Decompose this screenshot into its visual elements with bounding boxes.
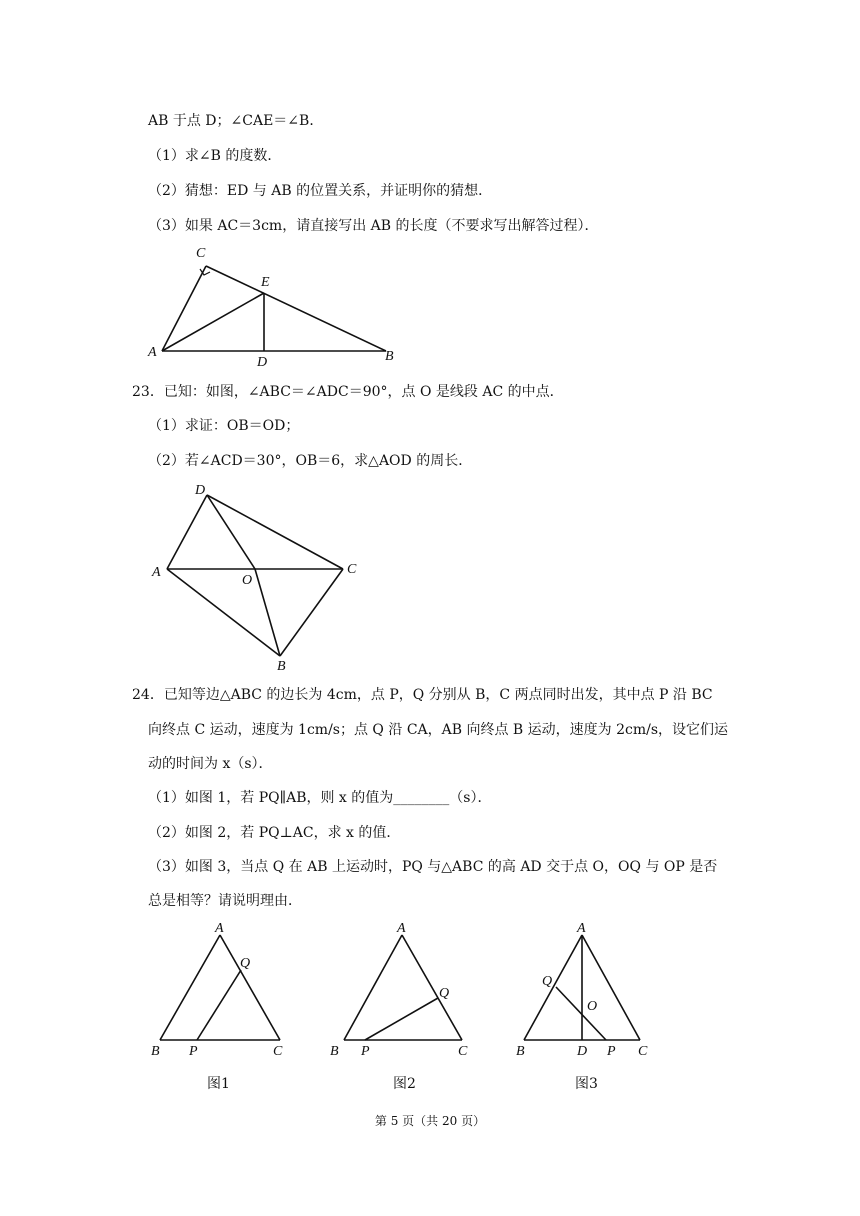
label-p: P (361, 1044, 370, 1059)
label-a: A (577, 921, 586, 936)
segment-cb (206, 266, 386, 351)
segment-pq (197, 970, 241, 1040)
segment-qp (556, 987, 606, 1040)
segment-ob (255, 569, 280, 656)
q24-part1: （1）如图 1，若 PQ∥AB，则 x 的值为________（s）． (148, 790, 492, 806)
label-b: B (330, 1044, 339, 1059)
label-b: B (151, 1044, 160, 1059)
q24-stem-line1: 24．已知等边△ABC 的边长为 4cm，点 P，Q 分别从 B，C 两点同时出发，其中点 P 沿 BC (132, 687, 713, 703)
q22-figure (140, 238, 410, 368)
q24-figure-3 (512, 915, 672, 1060)
q24-part3-line1: （3）如图 3，当点 Q 在 AB 上运动时，PQ 与△ABC 的高 AD 交于点 O，OQ 与 OP 是否 (148, 859, 718, 875)
q23-stem: 23．已知：如图，∠ABC＝∠ADC＝90°，点 O 是线段 AC 的中点． (132, 384, 564, 400)
label-a: A (397, 921, 406, 936)
label-c: C (273, 1044, 283, 1059)
q24-stem-line2: 向终点 C 运动，速度为 1cm/s；点 Q 沿 CA，AB 向终点 B 运动，速度为 2cm/s，设它们运 (148, 722, 729, 738)
segment-bc (280, 569, 343, 656)
label-c: C (638, 1044, 648, 1059)
q24-figure-1 (145, 915, 305, 1060)
label-c: C (347, 562, 357, 577)
label-a: A (215, 921, 224, 936)
q24-part3-line2: 总是相等？请说明理由． (148, 893, 302, 909)
label-a: A (148, 345, 157, 360)
q23-part1: （1）求证：OB＝OD； (148, 418, 300, 434)
label-a: A (152, 565, 161, 580)
q24-figure-2-caption: 图2 (393, 1076, 416, 1092)
q22-part3: （3）如果 AC＝3cm，请直接写出 AB 的长度（不要求写出解答过程）． (148, 218, 599, 234)
label-d: D (257, 355, 268, 368)
label-p: P (189, 1044, 198, 1059)
label-d: D (577, 1044, 588, 1059)
q24-figure-1-caption: 图1 (207, 1076, 230, 1092)
segment-ab (167, 569, 280, 656)
segment-ab (160, 935, 220, 1040)
label-b: B (385, 349, 394, 364)
segment-ac (220, 935, 280, 1040)
label-q: Q (240, 956, 251, 971)
label-p: P (607, 1044, 616, 1059)
label-c: C (458, 1044, 468, 1059)
q24-stem-line3: 动的时间为 x（s）． (148, 756, 273, 772)
q22-intro: AB 于点 D；∠CAE＝∠B． (148, 113, 324, 129)
label-q: Q (439, 986, 450, 1001)
q24-part2: （2）如图 2，若 PQ⊥AC，求 x 的值． (148, 825, 401, 841)
label-o: O (242, 573, 253, 588)
label-o: O (587, 999, 598, 1014)
label-q: Q (542, 974, 553, 989)
segment-ad (167, 495, 207, 569)
q23-part2: （2）若∠ACD＝30°，OB＝6，求△AOD 的周长． (148, 453, 473, 469)
q22-part1: （1）求∠B 的度数． (148, 148, 282, 164)
q24-figure-3-caption: 图3 (575, 1076, 598, 1092)
q23-figure (145, 478, 375, 678)
segment-dc (207, 495, 343, 569)
label-c: C (196, 246, 206, 261)
label-e: E (261, 275, 270, 290)
label-b: B (516, 1044, 525, 1059)
page-footer: 第 5 页（共 20 页） (374, 1114, 486, 1128)
segment-ab (524, 935, 582, 1040)
segment-do (207, 495, 255, 569)
q22-part2: （2）猜想：ED 与 AB 的位置关系，并证明你的猜想． (148, 183, 493, 199)
label-d: D (195, 483, 206, 498)
segment-pq (365, 998, 438, 1040)
label-b: B (277, 659, 286, 674)
q24-figure-2 (330, 915, 490, 1060)
segment-ac (402, 935, 462, 1040)
